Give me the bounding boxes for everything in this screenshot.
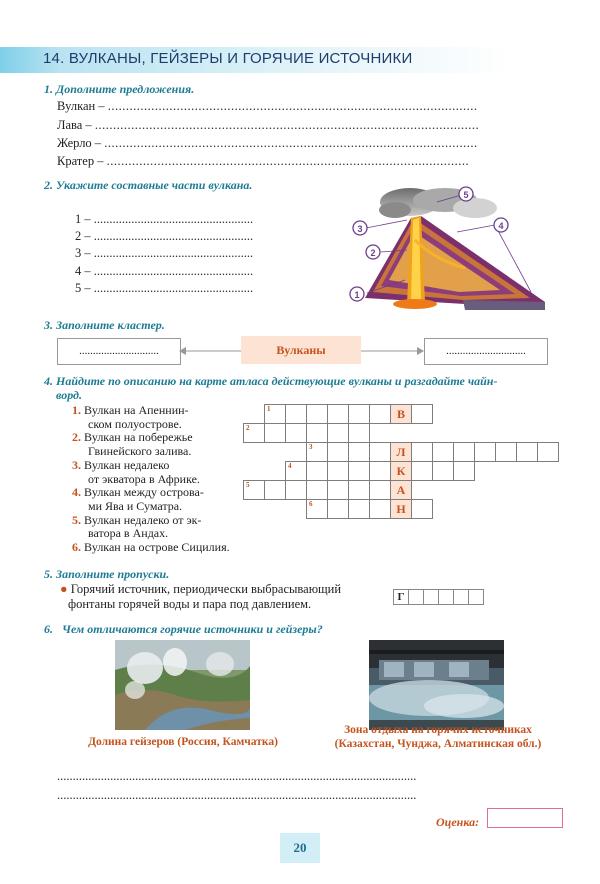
caption-geyser-valley: Долина гейзеров (Россия, Камчатка) xyxy=(88,736,278,748)
crossword-cell[interactable] xyxy=(243,423,265,443)
photo-geyser-valley xyxy=(115,640,250,730)
svg-text:1: 1 xyxy=(354,290,360,300)
label-3 xyxy=(353,221,367,235)
label-1 xyxy=(350,287,364,301)
cluster-center-volcanoes: Вулканы xyxy=(241,336,361,364)
crossword-cell[interactable] xyxy=(411,461,433,481)
label-2 xyxy=(366,245,380,259)
caption-hot-springs: Зона отдыха на горячих источниках (Казахстан, Чунджа, Алматинская обл.) xyxy=(334,724,542,750)
task1-line-volcano[interactable]: Вулкан – ...................................................................................................... xyxy=(57,99,478,113)
answer-cell[interactable] xyxy=(408,589,424,605)
crossword-row-number: 3 xyxy=(309,443,313,451)
crossword-cell[interactable] xyxy=(327,499,349,519)
task6-answer-line-2[interactable]: ................................................................................................................... xyxy=(57,788,417,802)
clue-2: 2. Вулкан на побережье Гвинейского залива. xyxy=(72,430,193,459)
crossword-key-letter: К xyxy=(396,464,406,478)
crossword-cell[interactable] xyxy=(285,404,307,424)
crossword-cell[interactable] xyxy=(348,442,370,462)
page-number: 20 xyxy=(293,840,307,855)
crossword-row-number: 5 xyxy=(246,481,250,489)
task2-line-5[interactable]: 5 – ................................................... xyxy=(75,281,254,295)
label-4 xyxy=(494,218,508,232)
crossword-cell[interactable] xyxy=(306,423,328,443)
crossword-cell[interactable] xyxy=(348,499,370,519)
page-title: 14. ВУЛКАНЫ, ГЕЙЗЕРЫ И ГОРЯЧИЕ ИСТОЧНИКИ xyxy=(43,50,413,67)
task4-heading: 4. Найдите по описанию на карте атласа действующие вулканы и разгадайте чайн- ворд. xyxy=(44,374,498,402)
clue-4: 4. Вулкан между острова- ми Ява и Суматра. xyxy=(72,485,204,513)
crossword-key-cell xyxy=(390,499,412,519)
crossword-cell[interactable] xyxy=(432,461,454,481)
task3-heading: 3. Заполните кластер. xyxy=(44,318,165,332)
crossword-cell[interactable] xyxy=(264,404,286,424)
crossword-cell[interactable] xyxy=(411,442,433,462)
crossword-cell[interactable] xyxy=(369,461,391,481)
answer-cell[interactable] xyxy=(453,589,469,605)
grade-label: Оценка: xyxy=(436,815,480,829)
clue-1: 1. Вулкан на Апеннин- ском полуострове. xyxy=(72,403,189,431)
crossword-cell[interactable] xyxy=(327,461,349,481)
task2-line-3[interactable]: 3 – ................................................... xyxy=(75,246,254,260)
task6-heading: 6. Чем отличаются горячие источники и гейзеры? xyxy=(44,622,323,636)
crossword-cell[interactable] xyxy=(306,442,328,462)
crossword-cell[interactable] xyxy=(327,404,349,424)
svg-text:4: 4 xyxy=(498,221,504,231)
crossword-cell[interactable] xyxy=(348,423,370,443)
task2-line-1[interactable]: 1 – ................................................... xyxy=(75,212,254,226)
task1-line-lava[interactable]: Лава – .......................................................................................................... xyxy=(57,118,480,132)
crossword-cell[interactable] xyxy=(306,499,328,519)
crossword-key-letter: Л xyxy=(396,445,406,459)
crossword-cell[interactable] xyxy=(348,461,370,481)
crossword-cell[interactable] xyxy=(411,499,433,519)
answer-cell[interactable] xyxy=(438,589,454,605)
crossword-cell[interactable] xyxy=(474,442,496,462)
grade-box[interactable] xyxy=(487,808,563,828)
task1-line-vent[interactable]: Жерло – ....................................................................................................... xyxy=(57,136,478,150)
bullet-icon: ● xyxy=(60,582,68,596)
crossword-cell[interactable] xyxy=(432,442,454,462)
task6-answer-line-1[interactable]: ................................................................................................................... xyxy=(57,769,417,783)
crossword-cell[interactable] xyxy=(369,442,391,462)
crossword-cell[interactable] xyxy=(537,442,559,462)
answer-cell xyxy=(393,589,409,605)
crossword-row-number: 2 xyxy=(246,424,250,432)
task1-heading: 1. Дополните предложения. xyxy=(44,82,195,96)
task1-line-crater[interactable]: Кратер – .................................................................................................... xyxy=(57,154,470,168)
crossword-cell[interactable] xyxy=(306,461,328,481)
crossword-key-cell xyxy=(390,442,412,462)
crossword-cell[interactable] xyxy=(327,480,349,500)
crossword-clues xyxy=(72,404,257,555)
volcano-diagram xyxy=(345,180,555,310)
cluster-right-box[interactable]: ............................. xyxy=(424,338,548,365)
crossword-cell[interactable] xyxy=(285,461,307,481)
crossword-cell[interactable] xyxy=(453,442,475,462)
crossword-cell[interactable] xyxy=(516,442,538,462)
cluster-left-box[interactable]: ............................. xyxy=(57,338,181,365)
clue-3: 3. Вулкан недалеко от экватора в Африке. xyxy=(72,457,200,486)
crossword-cell[interactable] xyxy=(264,480,286,500)
crossword-cell[interactable] xyxy=(411,404,433,424)
svg-text:5: 5 xyxy=(463,190,469,200)
crossword-key-cell xyxy=(390,480,412,500)
task5-definition: ● Горячий источник, периодически выбрасывающий фонтаны горячей воды и пара под давлением. xyxy=(60,582,342,611)
smoke-cloud xyxy=(379,188,497,218)
crossword-cell[interactable] xyxy=(348,404,370,424)
crossword-cell[interactable] xyxy=(369,404,391,424)
photo-hot-springs xyxy=(369,640,504,730)
answer-first-letter: Г xyxy=(397,591,405,603)
answer-cell[interactable] xyxy=(468,589,484,605)
clue-5: 5. Вулкан недалеко от эк- ватора в Андах. xyxy=(72,512,202,541)
answer-cell[interactable] xyxy=(423,589,439,605)
crossword-cell[interactable] xyxy=(285,423,307,443)
crossword-row-number: 6 xyxy=(309,500,313,508)
clue-6: 6. Вулкан на острове Сицилия. xyxy=(72,540,230,555)
crossword-cell[interactable] xyxy=(327,442,349,462)
crossword-cell[interactable] xyxy=(495,442,517,462)
crossword-row-number: 4 xyxy=(288,462,292,470)
task2-heading: 2. Укажите составные части вулкана. xyxy=(44,178,253,192)
svg-text:2: 2 xyxy=(370,248,376,258)
crossword-cell[interactable] xyxy=(348,480,370,500)
crossword-key-letter: Н xyxy=(396,502,406,516)
task2-line-2[interactable]: 2 – ................................................... xyxy=(75,229,254,243)
svg-text:3: 3 xyxy=(357,224,363,234)
crossword-row-number: 1 xyxy=(267,405,271,413)
crossword-cell[interactable] xyxy=(306,480,328,500)
crossword-cell[interactable] xyxy=(243,480,265,500)
crossword-key-cell xyxy=(390,461,412,481)
crossword-key-letter: А xyxy=(396,483,406,497)
task2-line-4[interactable]: 4 – ................................................... xyxy=(75,264,254,278)
crossword-cell[interactable] xyxy=(306,404,328,424)
task5-heading: 5. Заполните пропуски. xyxy=(44,567,170,581)
label-5 xyxy=(459,187,473,201)
crossword-cell[interactable] xyxy=(453,461,475,481)
crossword-cell[interactable] xyxy=(264,423,286,443)
crossword-cell[interactable] xyxy=(369,480,391,500)
crossword-key-letter: В xyxy=(396,407,405,421)
crossword-cell[interactable] xyxy=(369,499,391,519)
crossword-cell[interactable] xyxy=(327,423,349,443)
crossword-key-cell xyxy=(390,404,412,424)
crossword-cell[interactable] xyxy=(285,480,307,500)
